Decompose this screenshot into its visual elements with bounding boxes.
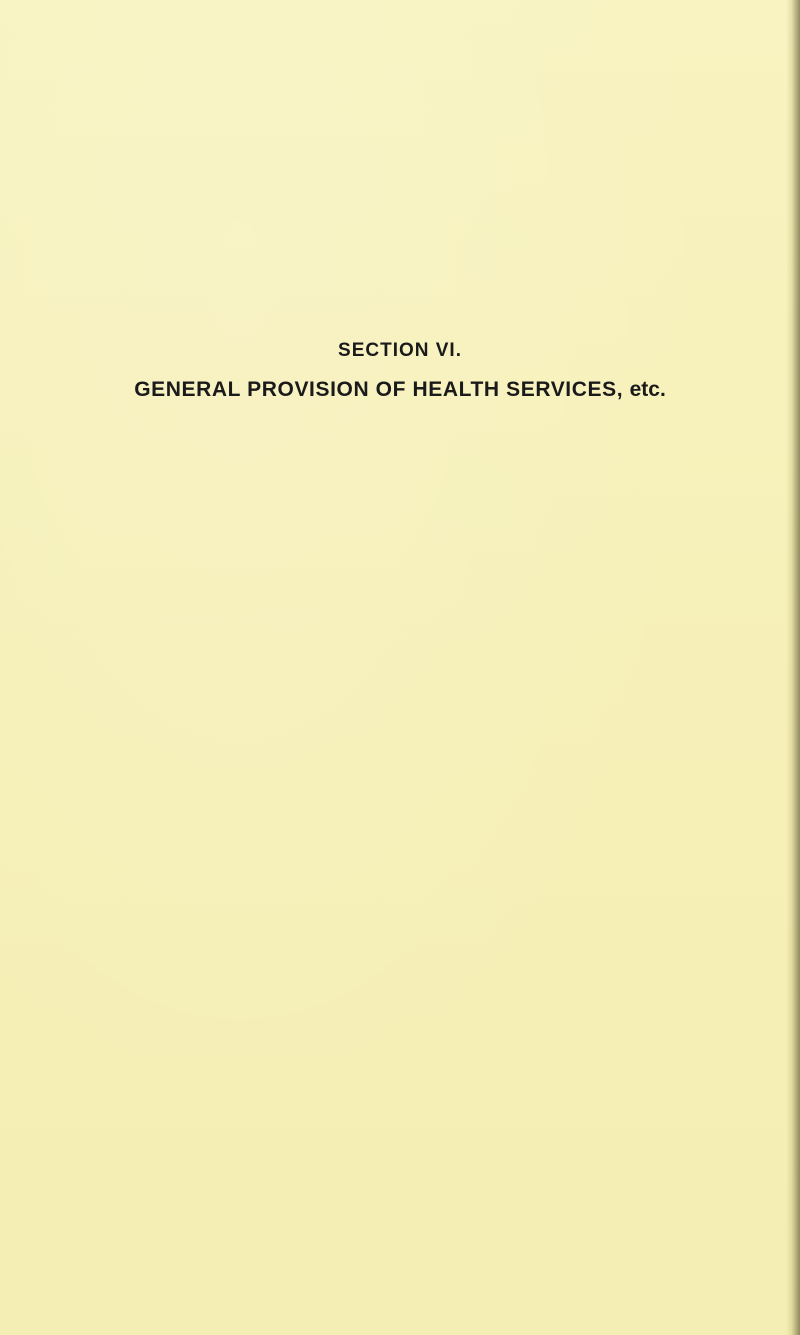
section-title-suffix: etc. [629,378,666,401]
section-number: SECTION VI. [338,340,462,361]
page-edge-shadow [786,0,800,1335]
section-title [0,378,800,402]
section-title-main: GENERAL PROVISION OF HEALTH SERVICES, [134,378,624,401]
